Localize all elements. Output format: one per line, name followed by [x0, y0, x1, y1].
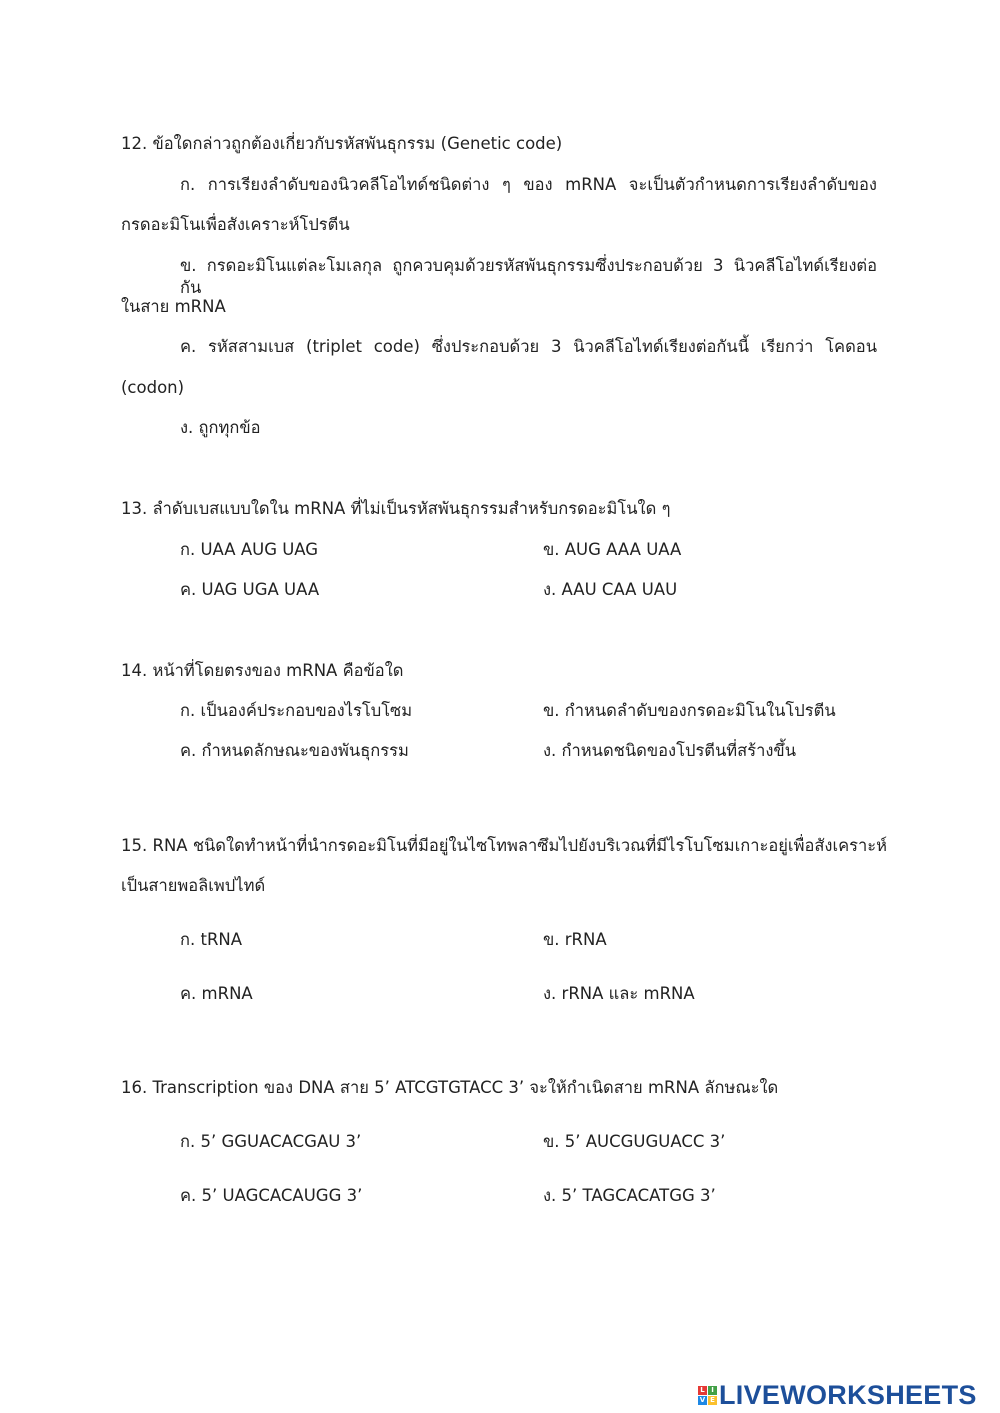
- question-12-choice-a-cont: กรดอะมิโนเพื่อสังเคราะห์โปรตีน: [121, 215, 350, 234]
- question-12-choice-c-cont: (codon): [121, 378, 185, 397]
- question-13-choice-d[interactable]: ง. AAU CAA UAU: [543, 580, 678, 599]
- logo-mark-v: V: [699, 1395, 706, 1404]
- question-15-choice-d[interactable]: ง. rRNA และ mRNA: [543, 984, 695, 1003]
- question-14-choice-c[interactable]: ค. กำหนดลักษณะของพันธุกรรม: [180, 741, 409, 760]
- liveworksheets-logo-icon: [698, 1386, 717, 1405]
- question-14-choice-a[interactable]: ก. เป็นองค์ประกอบของไรโบโซม: [180, 701, 413, 720]
- question-16-stem: 16. Transcription ของ DNA สาย 5’ ATCGTGTACC 3’ จะให้กำเนิดสาย mRNA ลักษณะใด: [121, 1078, 779, 1097]
- question-12-choice-d[interactable]: ง. ถูกทุกข้อ: [180, 418, 261, 437]
- question-13-choice-a[interactable]: ก. UAA AUG UAG: [180, 540, 319, 559]
- question-14-stem: 14. หน้าที่โดยตรงของ mRNA คือข้อใด: [121, 661, 404, 680]
- question-15-choice-c[interactable]: ค. mRNA: [180, 984, 253, 1003]
- question-13-choice-c[interactable]: ค. UAG UGA UAA: [180, 580, 320, 599]
- question-16-choice-b[interactable]: ข. 5’ AUCGUGUACC 3’: [543, 1132, 726, 1151]
- logo-mark-e: E: [708, 1396, 717, 1405]
- question-13-stem: 13. ลำดับเบสแบบใดใน mRNA ที่ไม่เป็นรหัสพันธุกรรมสำหรับกรดอะมิโนใด ๆ: [121, 499, 671, 518]
- question-15-choice-a[interactable]: ก. tRNA: [180, 930, 243, 949]
- question-16-choice-a[interactable]: ก. 5’ GGUACACGAU 3’: [180, 1132, 362, 1151]
- question-12-stem: 12. ข้อใดกล่าวถูกต้องเกี่ยวกับรหัสพันธุกรรม (Genetic code): [121, 134, 563, 153]
- question-14-choice-d[interactable]: ง. กำหนดชนิดของโปรตีนที่สร้างขึ้น: [543, 741, 796, 760]
- question-12-choice-a[interactable]: ก. การเรียงลำดับของนิวคลีโอไทด์ชนิดต่าง ๆ ของ mRNA จะเป็นตัวกำหนดการเรียงลำดับของ: [180, 175, 877, 194]
- question-16-choice-c[interactable]: ค. 5’ UAGCACAUGG 3’: [180, 1186, 363, 1205]
- question-16-choice-d[interactable]: ง. 5’ TAGCACATGG 3’: [543, 1186, 716, 1205]
- liveworksheets-wordmark: LIVEWORKSHEETS: [719, 1379, 977, 1410]
- question-15-stem-cont: เป็นสายพอลิเพปไทด์: [121, 876, 266, 895]
- question-12-choice-b[interactable]: ข. กรดอะมิโนแต่ละโมเลกุล ถูกควบคุมด้วยรหัสพันธุกรรมซึ่งประกอบด้วย 3 นิวคลีโอไทด์เรียงต่อกัน: [180, 256, 877, 297]
- liveworksheets-logo: [698, 1380, 977, 1410]
- question-15-stem: 15. RNA ชนิดใดทำหน้าที่นำกรดอะมิโนที่มีอยู่ในไซโทพลาซึมไปยังบริเวณที่มีไรโบโซมเกาะอยู่เพื่อสังเคราะห์: [121, 836, 888, 855]
- question-13-choice-b[interactable]: ข. AUG AAA UAA: [543, 540, 682, 559]
- question-12-choice-c[interactable]: ค. รหัสสามเบส (triplet code) ซึ่งประกอบด้วย 3 นิวคลีโอไทด์เรียงต่อกันนี้ เรียกว่า โคดอน: [180, 337, 877, 356]
- question-14-choice-b[interactable]: ข. กำหนดลำดับของกรดอะมิโนในโปรตีน: [543, 701, 836, 720]
- logo-mark-i: I: [708, 1386, 717, 1395]
- question-12-choice-b-cont: ในสาย mRNA: [121, 297, 226, 316]
- logo-mark-l: L: [698, 1386, 707, 1395]
- question-15-choice-b[interactable]: ข. rRNA: [543, 930, 607, 949]
